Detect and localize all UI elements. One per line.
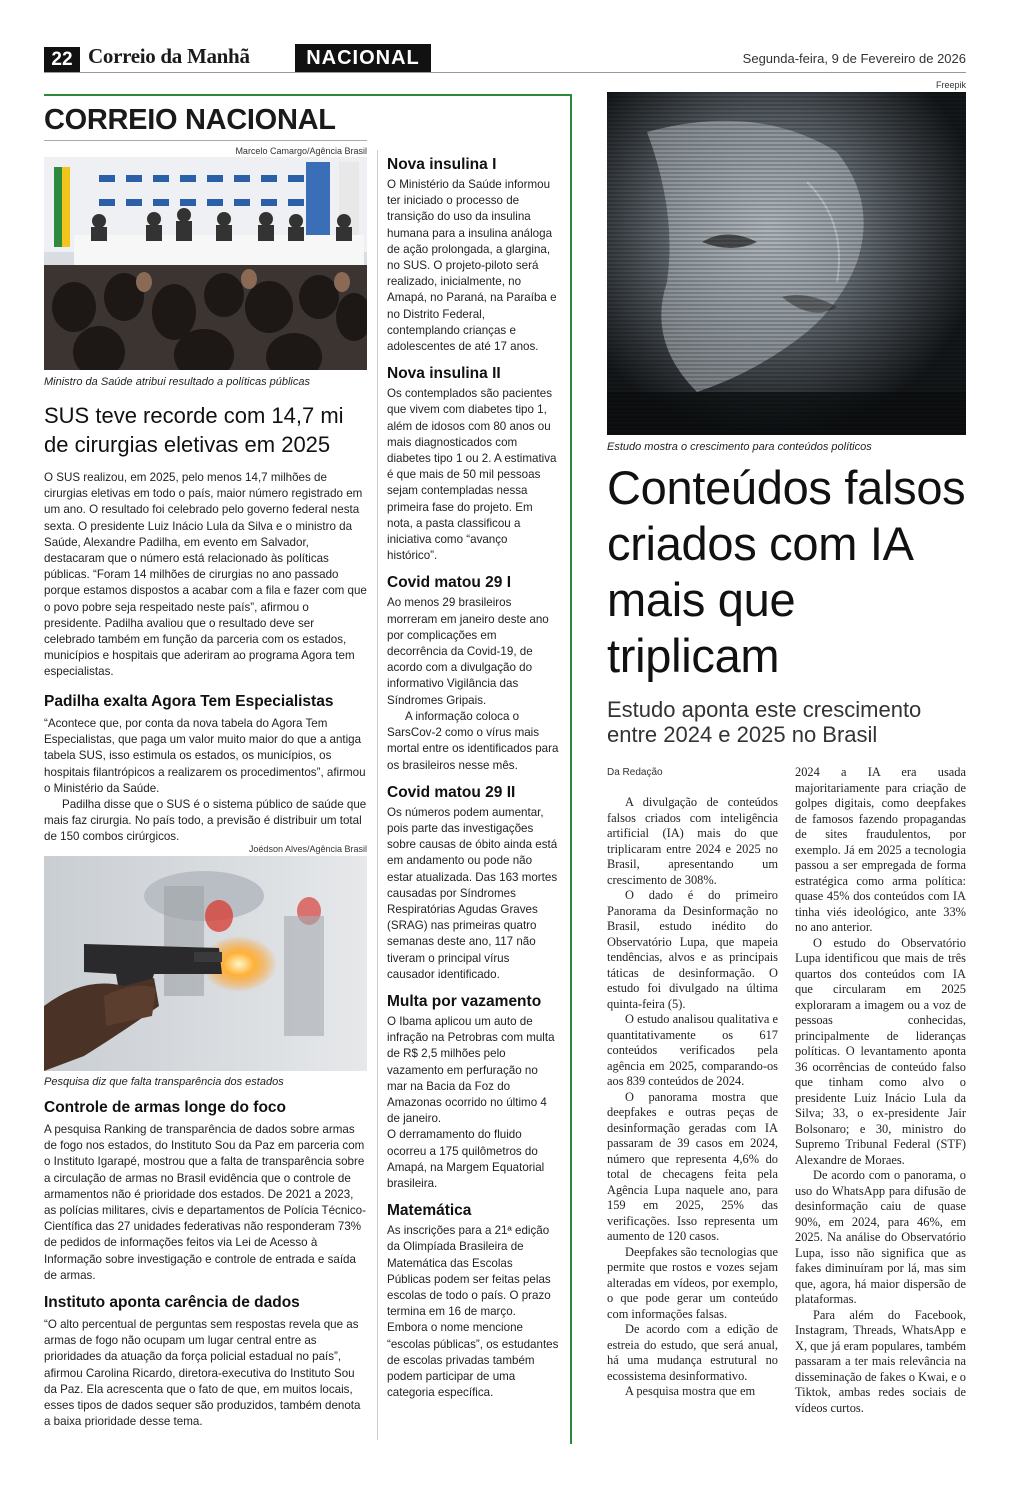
armas-paragraph: A pesquisa Ranking de transparência de dados sobre armas de fogo nos estados, do Instituto Sou da Paz em parceria com o Instituto Igarapé, mostrou que a falta de transparência sobre a circulação de armas no Brasil evidência que o controle de armamentos não é prioridade dos estados. De 2021 a 2023, as polícias militares, civis e departamentos de Polícia Técnico-Científica das 27 unidades federativas não responderam 73% de pedidos de informações feitos via Lei de Acesso à Informação sobre investigação e controle de entrada e saída de armas. bbox=[44, 1123, 366, 1282]
ia-paragraph: Para além do Facebook, Instagram, Threads, WhatsApp e X, que já eram populares, também passaram a ter mais relevância na disseminação de fakes o Kwai, e o Tiktok, ambas redes sociais de vídeos curtos. bbox=[795, 1307, 967, 1415]
brief-item bbox=[387, 156, 559, 355]
brief-title: Nova insulina I bbox=[387, 156, 497, 173]
brief-item bbox=[387, 365, 559, 564]
sus-paragraph: O SUS realizou, em 2025, pelo menos 14,7 milhões de cirurgias eletivas em todo o país, maior número registrado em um ano. O resultado foi celebrado pelo governo federal nesta sexta. O presidente Luiz Inácio Lula da Silva e o ministro da Saúde, Alexandre Padilha, em evento em Salvador, destacaram que o número está relacionado às políticas públicas. “Foram 14 milhões de cirurgias no ano passado porque estamos dispostos a acabar com a fila e fazer com que o povo pobre seja respeitado neste país”, afirmou o presidente. Padilha avaliou que o resultado deve ser celebrado também em função da parceria com os estados, municípios e hospitais que aderiram ao programa Agora tem especialistas. bbox=[44, 471, 367, 679]
brief-title: Covid matou 29 I bbox=[387, 574, 512, 592]
masthead: Correio da Manhã bbox=[88, 44, 250, 68]
armas-paragraph: “O alto percentual de perguntas sem respostas revela que as armas de fogo não ocupam um lugar central entre as prioridades da atuação da força policial estadual no país”, afirmou Carolina Ricardo, diretora-executiva do Instituto Sou da Paz. Ela acrescenta que o fato de que, em muitos locais, esses tipos de dados sequer são produzidos, também denota a baixa prioridade desse tema. bbox=[44, 1318, 361, 1429]
briefs-column bbox=[387, 156, 559, 1401]
brief-item bbox=[387, 574, 559, 773]
sus-body-2 bbox=[44, 716, 367, 846]
column-divider bbox=[377, 150, 378, 1440]
brief-text: Ao menos 29 brasileiros morreram em janeiro deste ano por complicações em decorrência da Covid-19, de acordo com a divulgação do informativo Vigilância das Síndromes Gripais. bbox=[387, 596, 549, 707]
ai-face-illustration bbox=[607, 92, 966, 435]
ia-paragraph: Deepfakes são tecnologias que permite que rostos e vozes sejam alteradas em vídeos, por exemplo, o que pode gerar um conteúdo com informações falsas. bbox=[607, 1244, 778, 1321]
armas-subhead: Instituto aponta carência de dados bbox=[44, 1294, 300, 1311]
brief-text: A informação coloca o SarsCov-2 como o vírus mais mortal entre os identificados para os brasileiros nesse mês. bbox=[387, 709, 559, 772]
ia-paragraph: A pesquisa mostra que em bbox=[625, 1384, 756, 1398]
brief-text: Os números podem aumentar, pois parte das investigações sobre causas de óbito ainda está em andamento ou pode não estar atualizada. Das 163 mortes causadas por Síndromes Respiratórias Agudas Graves (SRAG) nas primeiras quatro semanas deste ano, 117 não tiveram o principal vírus causador identificado. bbox=[387, 805, 558, 981]
armas-body-2 bbox=[44, 1317, 367, 1430]
armas-body bbox=[44, 1122, 367, 1284]
ia-paragraph: O panorama mostra que deepfakes e outras peças de desinformação geradas com IA passaram de 39 casos em 2024, número que representa 4,6% do total de checagens feita pela Agência Lupa naquele ano, para 159 em 2025, 25% das verificações. Isso representa um aumento de 120 casos. bbox=[607, 1089, 778, 1243]
issue-date: Segunda-feira, 9 de Fevereiro de 2026 bbox=[742, 51, 966, 66]
ia-paragraph: O estudo analisou qualitativa e quantitativamente os 617 conteúdos verificados pela agência em 2025, comparando-os aos 839 conteúdos de 2024. bbox=[607, 1012, 778, 1088]
page-number: 22 bbox=[44, 47, 80, 72]
section-tab: NACIONAL bbox=[295, 44, 431, 72]
ia-column-1 bbox=[607, 795, 778, 1400]
package-top-rule bbox=[44, 94, 572, 96]
armas-headline: Controle de armas longe do foco bbox=[44, 1099, 286, 1116]
header-rule bbox=[44, 72, 966, 73]
brief-text: Os contemplados são pacientes que vivem com diabetes tipo 1, além de idosos com 80 anos ou mais diagnosticados com diabetes tipo 1 ou 2. A estimativa é que mais de 50 mil pessoas sejam contempladas nessa primeira fase do projeto. Em nota, a pasta classificou a iniciativa como “avanço histórico”. bbox=[387, 387, 557, 563]
sus-headline: SUS teve recorde com 14,7 mi de cirurgias eletivas em 2025 bbox=[44, 403, 344, 457]
ia-paragraph: De acordo com a edição de estreia do estudo, que será anual, há uma mudança estrutural no ecossistema desinformativo. bbox=[607, 1322, 778, 1383]
sus-subhead: Padilha exalta Agora Tem Especialistas bbox=[44, 693, 334, 710]
brief-text: O Ibama aplicou um auto de infração na Petrobras com multa de R$ 2,5 milhões pelo vazamento em perfuração no mar na Bacia da Foz do Amazonas ocorrido no último 4 de janeiro. bbox=[387, 1014, 555, 1126]
brief-item bbox=[387, 784, 559, 983]
photo-caption: Pesquisa diz que falta transparência dos estados bbox=[44, 1076, 284, 1088]
ia-paragraph: O estudo do Observatório Lupa identificou que mais de três quartos dos conteúdos com IA que circularam em 2025 exploraram a imagem ou a voz de pessoas conhecidas, principalmente de lideranças políticas. O levantamento aponta 36 ocorrências de conteúdo falso que tinham como alvo o presidente Luiz Inácio Lula da Silva; 33, o ex-presidente Jair Bolsonaro; e 30, ministro do Supremo Tribunal Federal (STF) Alexandre de Moraes. bbox=[795, 935, 966, 1167]
press-conference-photo bbox=[44, 157, 367, 370]
package-side-rule bbox=[570, 94, 572, 1444]
brief-title: Covid matou 29 II bbox=[387, 783, 516, 801]
sus-body bbox=[44, 470, 367, 681]
brief-text: O derramamento do fluido ocorreu a 175 quilômetros do Amapá, na Margem Equatorial brasileira. bbox=[387, 1128, 545, 1190]
brief-text: As inscrições para a 21ª edição da Olimpíada Brasileira de Matemática das Escolas Públicas podem ser feitas pelas escolas de todo o país. O prazo termina em 16 de março. Embora o nome mencione “escolas públicas”, os estudantes de escolas privadas também podem participar de uma categoria específica. bbox=[387, 1224, 559, 1400]
ia-paragraph: O dado é do primeiro Panorama da Desinformação no Brasil, estudo inédito do Observatório Lupa, que mapeia tendências, alvos e as principais táticas de desinformação. O estudo foi divulgado na última quinta-feira (5). bbox=[607, 888, 778, 1011]
photo-caption: Ministro da Saúde atribui resultado a políticas públicas bbox=[44, 376, 310, 388]
brief-title: Matemática bbox=[387, 1202, 472, 1220]
ia-paragraph: De acordo com o panorama, o uso do WhatsApp para difusão de desinformação caiu de quase 90%, em 2024, para 46%, em 2025. Na análise do Observatório Lupa, isso não significa que as fakes diminuíram por lá, mas sim que, agora, há maior dispersão de plataformas. bbox=[795, 1168, 966, 1306]
ia-paragraph: A divulgação de conteúdos falsos criados com inteligência artificial (IA) mais do que triplicaram entre 2024 e 2025 no Brasil, apresentando um crescimento de 308%. bbox=[607, 795, 778, 887]
brief-item bbox=[387, 1202, 559, 1401]
ia-headline: Conteúdos falsos criados com IA mais que triplicam bbox=[607, 461, 966, 682]
brief-item bbox=[387, 993, 559, 1192]
sus-paragraph: Padilha disse que o SUS é o sistema público de saúde que mais faz cirurgia. No país todo, a previsão é distribuir um total de 150 combos cirúrgicos. bbox=[44, 798, 367, 844]
kicker-rule bbox=[44, 140, 367, 141]
photo-credit: Joédson Alves/Agência Brasil bbox=[248, 844, 367, 854]
photo-credit: Freepik bbox=[935, 80, 966, 90]
byline: Da Redação bbox=[607, 767, 663, 778]
brief-text: O Ministério da Saúde informou ter iniciado o processo de transição do uso da insulina humana para a insulina análoga de ação prolongada, a glargina, no SUS. O projeto-piloto será realizado, inicialmente, no Amapá, no Paraná, na Paraíba e no Distrito Federal, contemplando crianças e adolescentes de até 17 anos. bbox=[387, 178, 557, 354]
ia-column-2 bbox=[795, 765, 966, 1416]
sus-paragraph: “Acontece que, por conta da nova tabela do Agora Tem Especialistas, que paga um valor muito maior do que a antiga tabela SUS, isso estimula os estados, os municípios, os hospitais filantrópicos a realizarem os procedimentos”, afirmou o Ministério da Saúde. bbox=[44, 717, 366, 795]
ia-paragraph: 2024 a IA era usada majoritariamente para criação de golpes digitais, como deepfakes de famosos fazendo propagandas de sites fraudulentos, por exemplo. Já em 2025 a tecnologia passou a ser empregada de forma estratégica como arma política: quase 45% dos conteúdos com IA tinha viés ideológico, ante 33% no ano anterior. bbox=[795, 765, 966, 934]
photo-caption: Estudo mostra o crescimento para conteúdos políticos bbox=[607, 441, 872, 453]
ia-subhead: Estudo aponta este crescimento entre 2024 e 2025 no Brasil bbox=[607, 697, 922, 747]
brief-title: Nova insulina II bbox=[387, 365, 501, 383]
shooting-range-photo bbox=[44, 856, 367, 1071]
section-kicker: CORREIO NACIONAL bbox=[44, 104, 336, 136]
photo-credit: Marcelo Camargo/Agência Brasil bbox=[235, 146, 367, 156]
brief-title: Multa por vazamento bbox=[387, 992, 542, 1010]
